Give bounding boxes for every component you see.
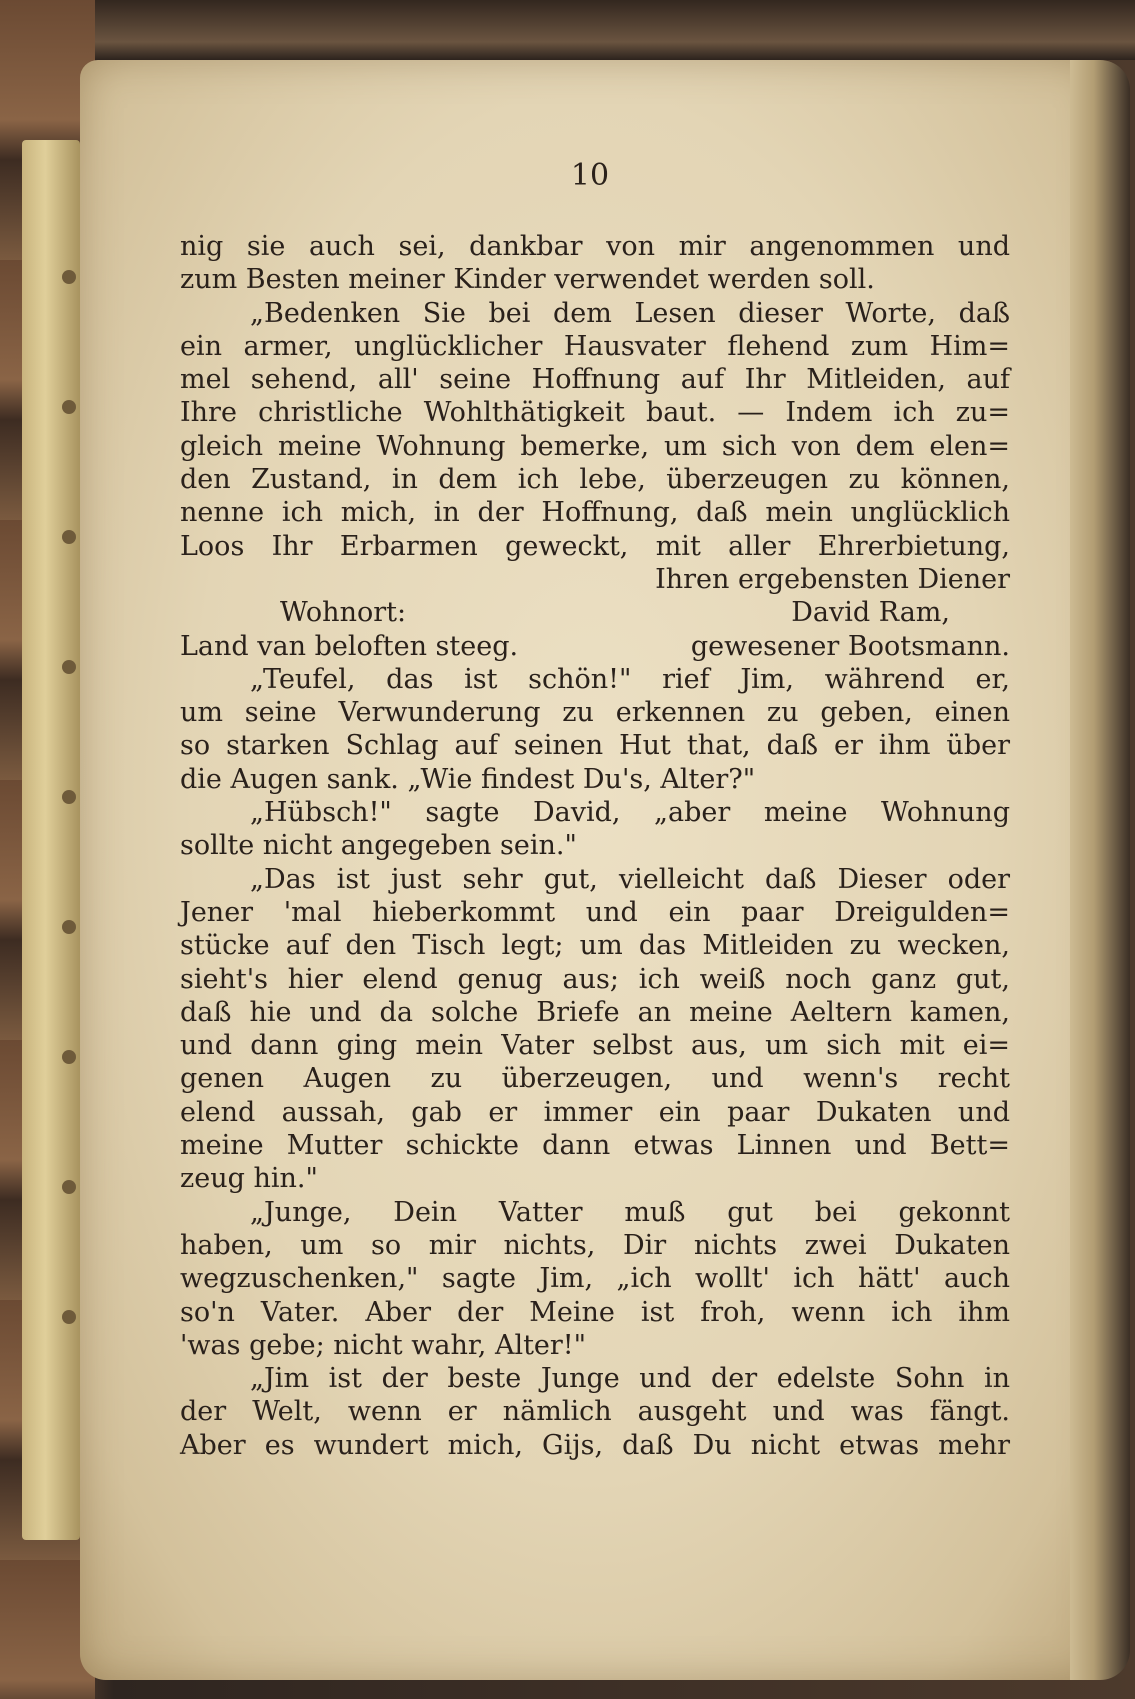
text-line: elend aussah, gab er immer ein paar Dukaten und xyxy=(180,1096,1010,1128)
text-line: meine Mutter schickte dann etwas Linnen und Bett= xyxy=(180,1130,1010,1162)
page-right-edge xyxy=(1070,60,1130,1680)
signature-name: David Ram, xyxy=(791,597,950,629)
binding-strip xyxy=(22,140,80,1540)
stitch-mark xyxy=(62,530,76,544)
text-line: Ihre christliche Wohlthätigkeit baut. — Indem ich zu= xyxy=(180,397,1010,429)
wohnort-label: Wohnort: xyxy=(280,597,407,629)
text-line: Loos Ihr Erbarmen geweckt, mit aller Ehrerbietung, xyxy=(180,530,1010,562)
stitch-mark xyxy=(62,1050,76,1064)
text-line: die Augen sank. „Wie findest Du's, Alter?" xyxy=(180,763,756,795)
text-line: „Hübsch!" sagte David, „aber meine Wohnung xyxy=(250,797,1010,829)
text-line: mel sehend, all' seine Hoffnung auf Ihr Mitleiden, auf xyxy=(180,364,1010,396)
book-page xyxy=(80,60,1100,1680)
text-line: wegzuschenken," sagte Jim, „ich wollt' ich hätt' auch xyxy=(180,1263,1010,1295)
text-line: daß hie und da solche Briefe an meine Aeltern kamen, xyxy=(180,996,1010,1028)
page-text xyxy=(180,230,1010,1462)
stitch-mark xyxy=(62,660,76,674)
signature-address: Land van beloften steeg. xyxy=(180,630,519,662)
text-line: ein armer, unglücklicher Hausvater flehend zum Him= xyxy=(180,330,1010,362)
text-line: so'n Vater. Aber der Meine ist froh, wenn ich ihm xyxy=(180,1296,1010,1328)
signature-row xyxy=(180,596,1010,629)
text-line: so starken Schlag auf seinen Hut that, daß er ihm über xyxy=(180,730,1010,762)
page-number: 10 xyxy=(570,158,610,193)
text-line: und dann ging mein Vater selbst aus, um sich mit ei= xyxy=(180,1030,1010,1062)
text-line: zum Besten meiner Kinder verwendet werden soll. xyxy=(180,264,875,296)
book-top-edge xyxy=(0,0,1135,60)
stitch-mark xyxy=(62,790,76,804)
text-line: nenne ich mich, in der Hoffnung, daß mein unglücklich xyxy=(180,497,1010,529)
signature-closing: Ihren ergebensten Diener xyxy=(655,563,1010,595)
signature-row xyxy=(180,630,1010,663)
text-line: nig sie auch sei, dankbar von mir angenommen und xyxy=(180,231,1010,262)
text-line: „Bedenken Sie bei dem Lesen dieser Worte, daß xyxy=(250,297,1010,329)
text-line: „Jim ist der beste Junge und der edelste Sohn in xyxy=(250,1363,1010,1395)
text-line: der Welt, wenn er nämlich ausgeht und was fängt. xyxy=(180,1396,1010,1428)
text-line: stücke auf den Tisch legt; um das Mitleiden zu wecken, xyxy=(180,930,1010,962)
stitch-mark xyxy=(62,400,76,414)
text-line: genen Augen zu überzeugen, und wenn's recht xyxy=(180,1063,1010,1095)
text-line: Jener 'mal hieberkommt und ein paar Dreigulden= xyxy=(180,896,1010,928)
stitch-mark xyxy=(62,1310,76,1324)
text-line: 'was gebe; nicht wahr, Alter!" xyxy=(180,1329,587,1361)
stitch-mark xyxy=(62,270,76,284)
text-line: zeug hin." xyxy=(180,1163,318,1195)
text-line: sieht's hier elend genug aus; ich weiß noch ganz gut, xyxy=(180,963,1010,995)
signature-title: gewesener Bootsmann. xyxy=(690,630,1010,662)
stitch-mark xyxy=(62,920,76,934)
text-line: „Das ist just sehr gut, vielleicht daß Dieser oder xyxy=(250,863,1010,895)
text-line: haben, um so mir nichts, Dir nichts zwei Dukaten xyxy=(180,1229,1010,1261)
text-line: „Junge, Dein Vatter muß gut bei gekonnt xyxy=(250,1196,1010,1228)
text-line: sollte nicht angegeben sein." xyxy=(180,830,577,862)
text-line: „Teufel, das ist schön!" rief Jim, während er, xyxy=(250,663,1010,695)
text-line: Aber es wundert mich, Gijs, daß Du nicht etwas mehr xyxy=(180,1429,1010,1461)
text-line: gleich meine Wohnung bemerke, um sich von dem elen= xyxy=(180,430,1010,462)
text-line: um seine Verwunderung zu erkennen zu geben, einen xyxy=(180,697,1010,729)
text-line: den Zustand, in dem ich lebe, überzeugen zu können, xyxy=(180,464,1010,496)
stitch-mark xyxy=(62,1180,76,1194)
